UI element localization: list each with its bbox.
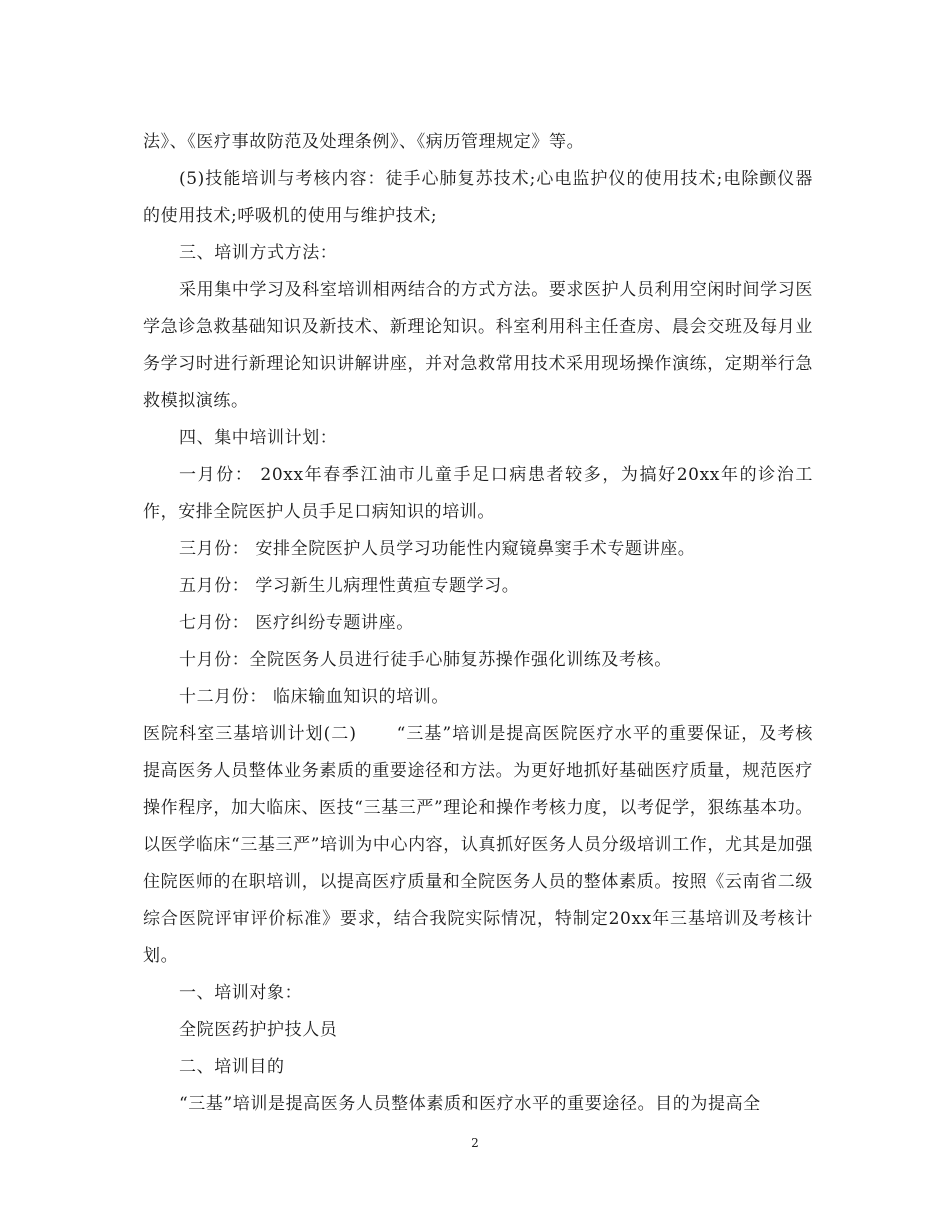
heading-training-target: 一、培训对象： — [179, 983, 303, 1003]
paragraph-laws: 法》、《医疗事故防范及处理条例》、《病历管理规定》等。 — [143, 132, 585, 152]
paragraph-training-methods: 采用集中学习及科室培训相两结合的方式方法。要求医护人员利用空闲时间学习医学急诊急救基础知识及新技术、新理论知识。科室利用科主任查房、晨会交班及每月业务学习时进行新理论知识讲解讲座，并对急救常用技术采用现场操作演练，定期举行急救模拟演练。 — [143, 280, 813, 411]
plan-may: 五月份： 学习新生儿病理性黄疸专题学习。 — [179, 576, 520, 596]
heading-training-methods: 三、培训方式方法： — [179, 243, 338, 263]
paragraph-training-target: 全院医药护护技人员 — [179, 1020, 338, 1040]
plan-january: 一月份： 20xx年春季江油市儿童手足口病患者较多，为搞好20xx年的诊治工作，安排全院医护人员手足口病知识的培训。 — [143, 465, 813, 522]
heading-training-plan: 四、集中培训计划： — [179, 428, 338, 448]
paragraph-training-purpose: “三基”培训是提高医务人员整体素质和医疗水平的重要途径。目的为提高全 — [179, 1094, 761, 1114]
section-title: 医院科室三基培训计划(二) — [143, 724, 357, 744]
plan-december: 十二月份： 临床输血知识的培训。 — [179, 687, 450, 707]
plan-october: 十月份：全院医务人员进行徒手心肺复苏操作强化训练及考核。 — [179, 650, 672, 670]
heading-training-purpose: 二、培训目的 — [179, 1057, 285, 1077]
section-intro: “三基”培训是提高医院医疗水平的重要保证，及考核提高医务人员整体业务素质的重要途径和方法。为更好地抓好基础医疗质量，规范医疗操作程序，加大临床、医技“三基三严”理论和操作考核力度，以考促学，狠练基本功。以医学临床“三基三严”培训为中心内容，认真抓好医务人员分级培训工作，尤其是加强住院医师的在职培训，以提高医疗质量和全院医务人员的整体素质。按照《云南省二级综合医院评审评价标准》要求，结合我院实际情况，特制定20xx年三基培训及考核计划。 — [143, 724, 813, 966]
plan-march: 三月份： 安排全院医护人员学习功能性内窥镜鼻窦手术专题讲座。 — [179, 539, 696, 559]
page-number: 2 — [471, 1136, 479, 1150]
plan-july: 七月份： 医疗纠纷专题讲座。 — [179, 613, 414, 633]
body-text — [143, 124, 813, 1123]
paragraph-plan-two — [143, 716, 813, 975]
paragraph-skills-training: (5)技能培训与考核内容：徒手心肺复苏技术;心电监护仪的使用技术;电除颤仪器的使用技术;呼吸机的使用与维护技术; — [143, 169, 813, 226]
